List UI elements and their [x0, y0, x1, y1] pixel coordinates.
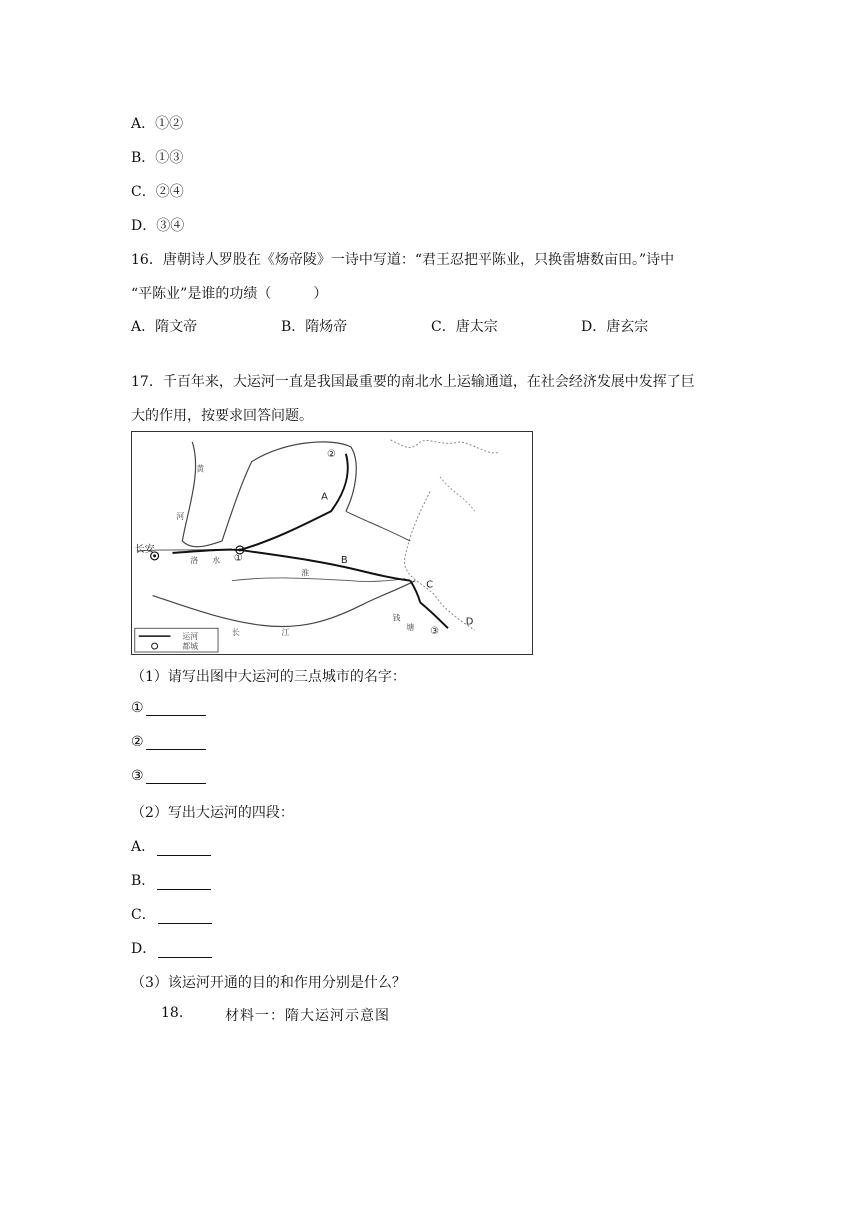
q17-sub1: （1）请写出图中大运河的三点城市的名字： [131, 669, 406, 685]
canal-segment-c [410, 581, 420, 603]
q17-sub2-label-a: A． [131, 839, 156, 855]
q17-sub1-label-1: ① [131, 700, 144, 716]
q17-sub2-label-c: C． [131, 907, 156, 923]
q17-stem-line2: 大的作用，按要求回答问题。 [131, 408, 313, 424]
yangtze-river [153, 581, 416, 627]
label-point-3: ③ [430, 626, 440, 638]
q16-stem-line2: “平陈业”是谁的功绩（ ） [131, 286, 328, 302]
q17-sub2-label-b: B． [131, 873, 156, 889]
label-point-1: ① [233, 552, 243, 564]
label-segment-c: C [426, 579, 434, 591]
q17-sub2-blank-d[interactable] [158, 943, 212, 958]
canal-segment-a [240, 454, 348, 550]
label-tang: 塘 [406, 623, 415, 633]
coastline [390, 440, 499, 633]
label-shui: 水 [212, 555, 220, 565]
q17-sub1-item-3 [131, 768, 206, 784]
q18-text: 材料一：隋大运河示意图 [225, 1008, 390, 1024]
q17-stem-line1: 17．千百年来，大运河一直是我国最重要的南北水上运输通道，在社会经济发展中发挥了巨 [131, 374, 695, 390]
label-luo: 洛 [190, 555, 199, 565]
q17-sub2-item-b [131, 870, 211, 890]
q16-option-c: C．唐太宗 [431, 319, 498, 335]
label-point-2: ② [327, 448, 336, 460]
q17-sub2-item-d [131, 938, 212, 958]
q17-sub2-item-a [131, 836, 211, 856]
q17-sub1-item-1 [131, 700, 206, 716]
q17-sub1-blank-1[interactable] [146, 701, 206, 716]
label-segment-b: B [340, 554, 348, 566]
label-huai: 淮 [301, 568, 310, 578]
q17-sub1-label-3: ③ [131, 768, 144, 784]
q17-sub2-blank-a[interactable] [157, 841, 211, 856]
q18-number: 18. [161, 1005, 184, 1021]
label-changan: 长安 [134, 543, 155, 555]
label-segment-a: A [321, 491, 328, 503]
luoyang-marker-dot [238, 548, 241, 551]
q17-sub2-blank-c[interactable] [158, 909, 212, 924]
q17-sub1-label-2: ② [131, 734, 144, 750]
label-jiang: 江 [281, 628, 290, 638]
q16-option-a: A．隋文帝 [131, 319, 198, 335]
q16-options [131, 316, 648, 336]
canal-segment-b [240, 550, 410, 581]
label-huang: 黄 [196, 464, 205, 474]
q15-option-a: A．①② [131, 116, 184, 132]
q16-option-d: D．唐玄宗 [581, 319, 649, 335]
q17-sub2-label-d: D． [131, 941, 157, 957]
q15-option-d: D．③④ [131, 218, 185, 234]
huai-river [232, 578, 405, 582]
q15-option-b: B．①③ [131, 150, 184, 166]
q17-sub3: （3）该运河开通的目的和作用分别是什么？ [131, 975, 406, 991]
q17-sub1-blank-3[interactable] [146, 769, 206, 784]
label-he: 河 [176, 512, 185, 522]
legend-canal-label: 运河 [182, 632, 199, 642]
coastline-north [440, 477, 475, 512]
q17-sub2: （2）写出大运河的四段： [131, 805, 294, 821]
label-chang: 长 [231, 628, 240, 638]
legend-capital-label: 都城 [182, 642, 199, 652]
q15-option-c: C．②④ [131, 184, 184, 200]
q16-option-b: B．隋炀帝 [281, 319, 348, 335]
grand-canal-map [131, 431, 533, 655]
q17-sub2-item-c [131, 904, 212, 924]
q17-sub1-item-2 [131, 734, 206, 750]
q16-stem-line1: 16．唐朝诗人罗股在《炀帝陵》一诗中写道：“君王忍把平陈业，只换雷塘数亩田。”诗中 [131, 252, 675, 268]
yellow-river-mouth [346, 511, 410, 541]
q17-sub1-blank-2[interactable] [146, 735, 206, 750]
label-segment-d: D [465, 616, 474, 628]
grand-canal-map-svg [132, 432, 532, 654]
label-qian: 钱 [392, 613, 401, 623]
map-legend-box [135, 628, 218, 652]
q17-sub2-blank-b[interactable] [157, 875, 211, 890]
